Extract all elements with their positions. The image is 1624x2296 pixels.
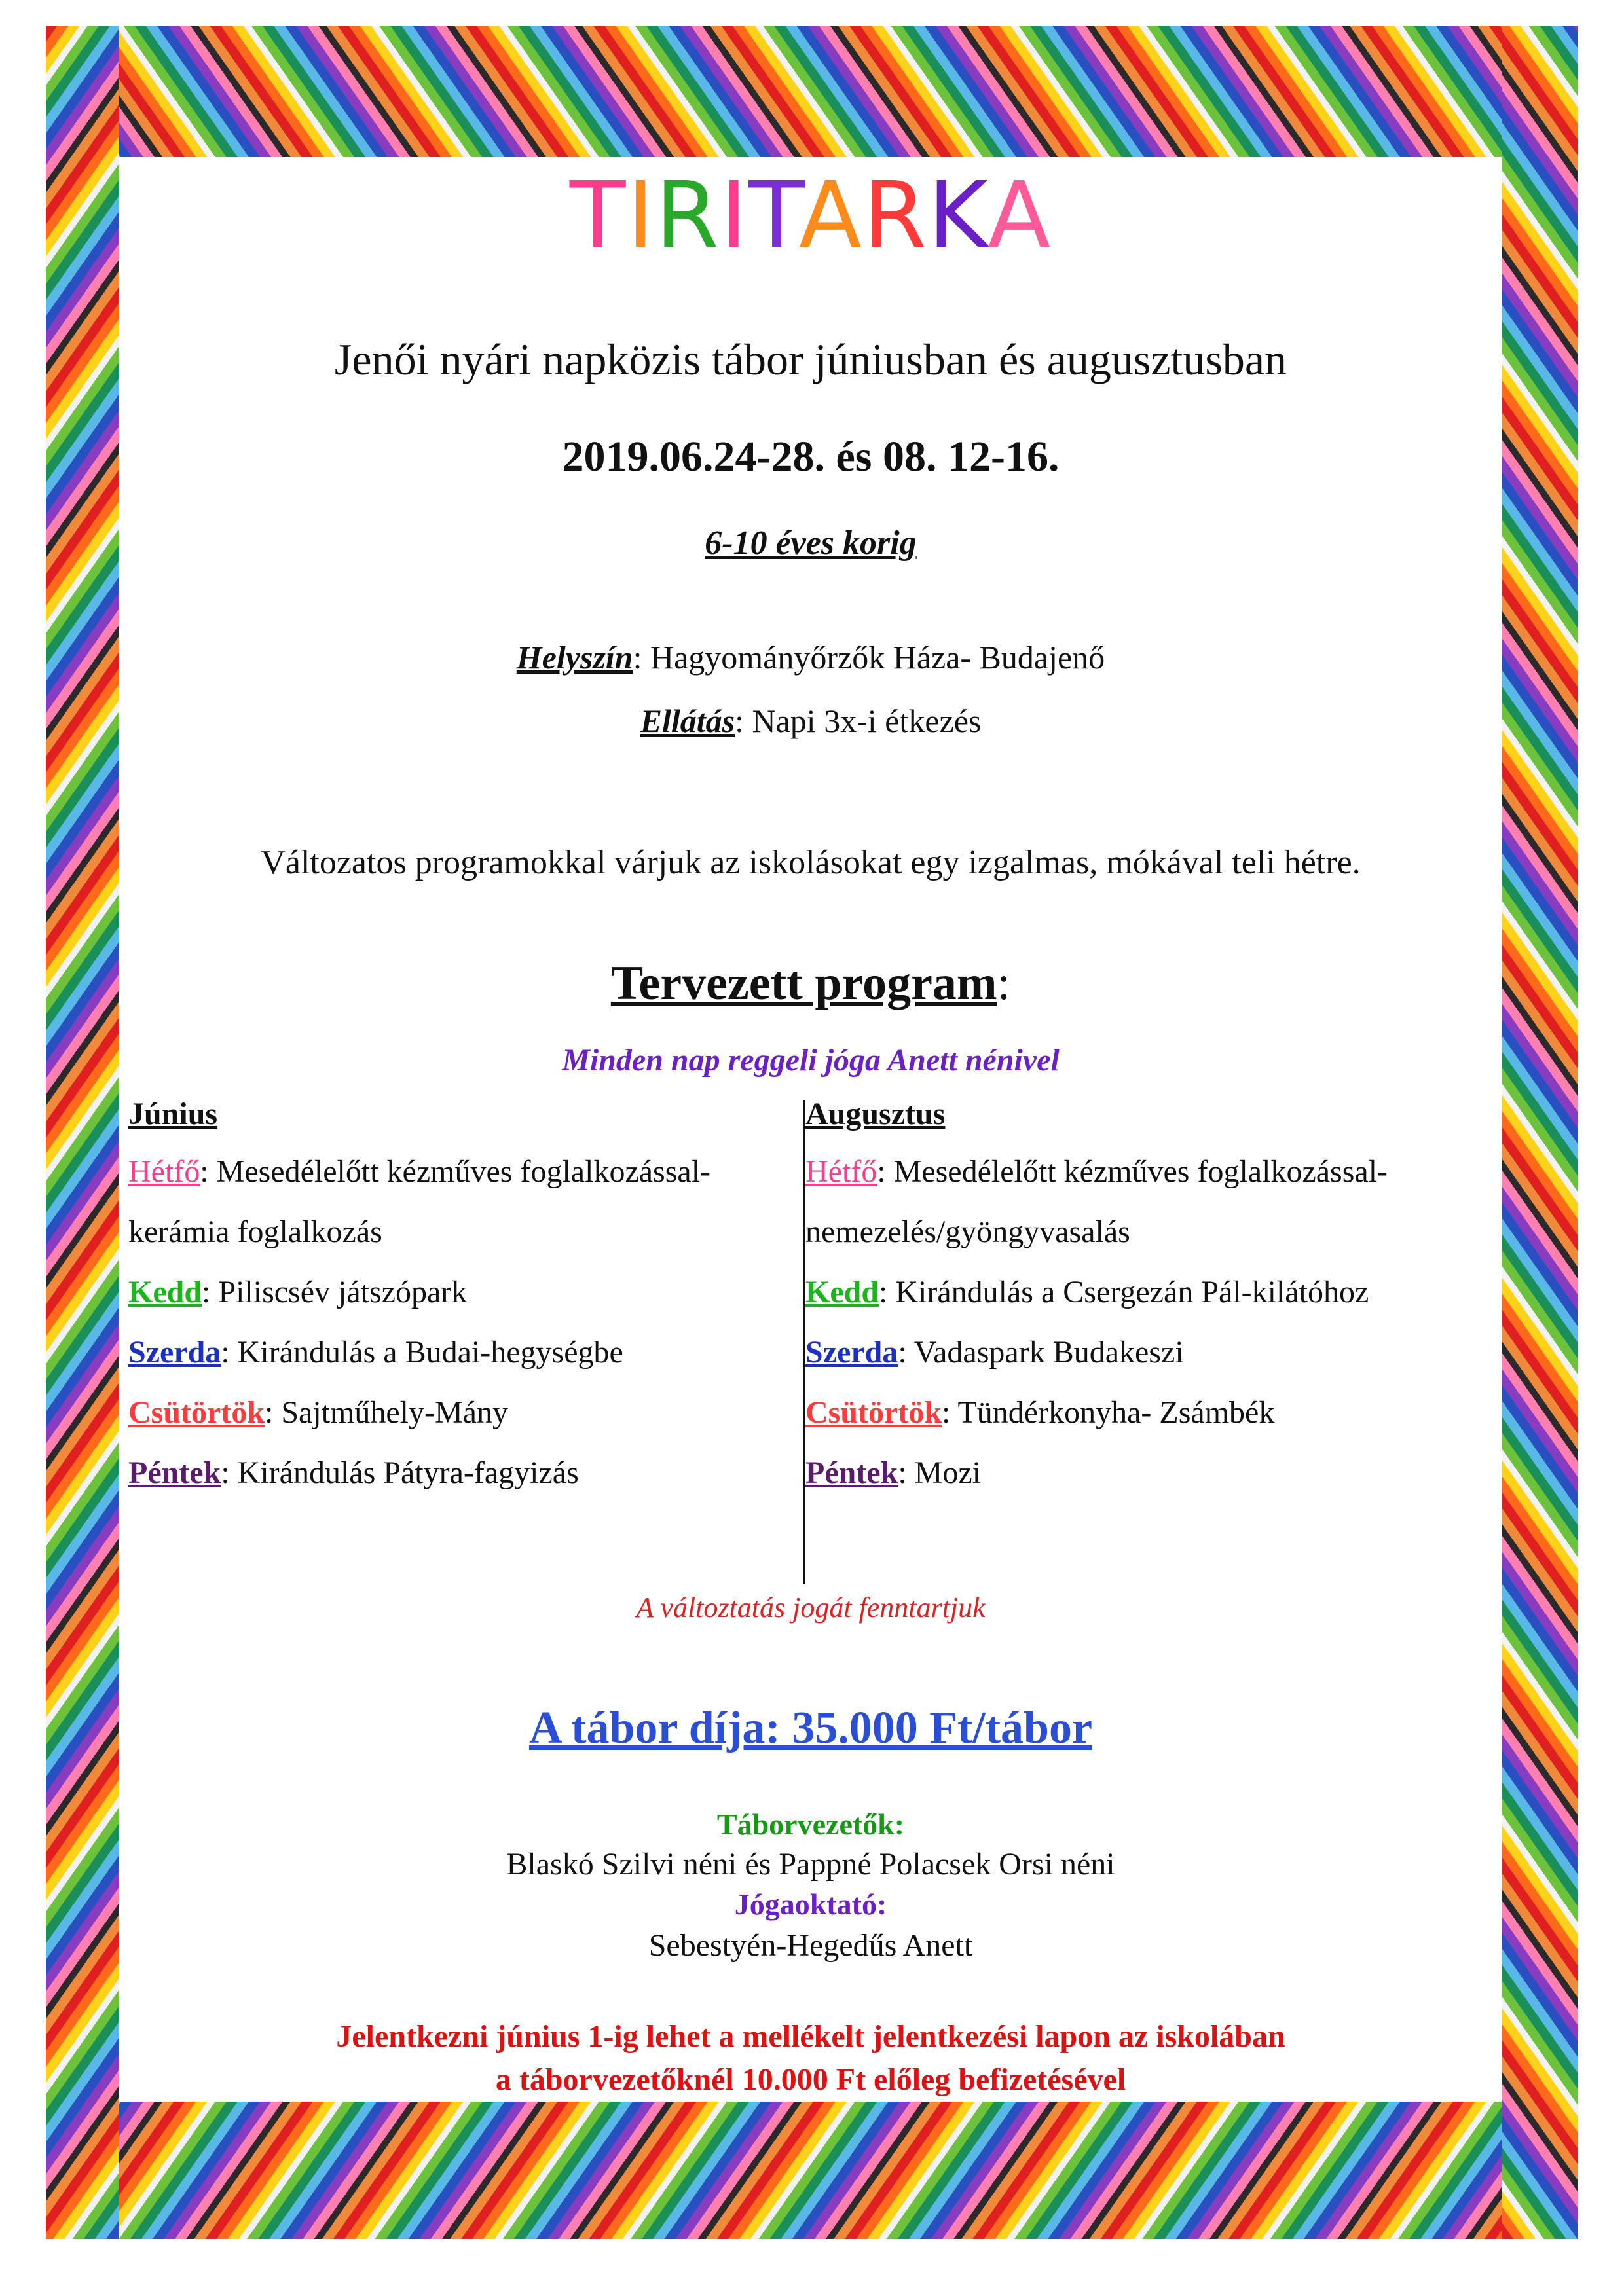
june-heading: Június: [128, 1097, 218, 1131]
day-label-tuesday: Kedd: [805, 1275, 879, 1309]
camp-dates: 2019.06.24-28. és 08. 12-16.: [562, 433, 1060, 481]
june-monday: [128, 1142, 783, 1202]
food-line: [119, 702, 1502, 740]
location-line: [119, 638, 1502, 676]
flyer-subtitle: Jenői nyári napközis tábor júniusban és augusztusban: [334, 335, 1287, 384]
day-label-friday: Péntek: [128, 1455, 221, 1490]
brand-letter: T: [569, 162, 627, 269]
august-thursday: [805, 1383, 1500, 1443]
yoga-instructor-name: Sebestyén-Hegedűs Anett: [648, 1928, 973, 1963]
location-value: : Hagyományőrzők Háza- Budajenő: [633, 639, 1105, 676]
program-heading: [119, 956, 1502, 1011]
brand-letter: R: [862, 162, 928, 269]
august-heading: Augusztus: [805, 1097, 946, 1131]
june-tuesday-text: : Piliscsév játszópark: [202, 1275, 468, 1309]
change-disclaimer: A változtatás jogát fenntartjuk: [636, 1592, 986, 1624]
august-friday-text: : Mozi: [898, 1455, 981, 1490]
august-tuesday: [805, 1262, 1500, 1322]
registration-line-2: a táborvezetőknél 10.000 Ft előleg befizetésével: [495, 2062, 1126, 2097]
leaders-names: Blaskó Szilvi néni és Pappné Polacsek Orsi néni: [506, 1847, 1115, 1882]
decorative-border-bottom: [46, 2102, 1578, 2239]
brand-letter: A: [987, 162, 1052, 269]
june-thursday: [128, 1383, 783, 1443]
brand-letter: I: [720, 162, 749, 269]
age-range: 6-10 éves korig: [705, 524, 917, 562]
brand-letter: R: [655, 162, 720, 269]
june-wednesday: [128, 1322, 783, 1383]
august-schedule: [805, 1087, 1500, 1503]
brand-letter: T: [748, 162, 799, 269]
august-monday-continuation: nemezelés/gyöngyvasalás: [805, 1214, 1130, 1249]
flyer-content: [119, 157, 1502, 2102]
program-title-colon: :: [997, 957, 1011, 1010]
june-tuesday: [128, 1262, 783, 1322]
program-title: Tervezett program: [610, 957, 997, 1010]
location-label: Helyszín: [516, 639, 633, 676]
food-label: Ellátás: [640, 702, 735, 739]
decorative-border-top: [46, 26, 1578, 157]
june-monday-text: : Mesedélelőtt kézműves foglalkozással-: [200, 1154, 711, 1189]
day-label-wednesday: Szerda: [128, 1335, 221, 1370]
yoga-instructor-label: Jógaoktató:: [734, 1887, 887, 1921]
august-wednesday-text: : Vadaspark Budakeszi: [898, 1335, 1184, 1370]
brand-title: [119, 162, 1502, 269]
column-divider: [803, 1100, 805, 1584]
camp-fee: A tábor díja: 35.000 Ft/tábor: [528, 1703, 1093, 1753]
august-wednesday: [805, 1322, 1500, 1383]
day-label-thursday: Csütörtök: [805, 1395, 942, 1430]
june-wednesday-text: : Kirándulás a Budai-hegységbe: [221, 1335, 623, 1370]
august-monday-text: : Mesedélelőtt kézműves foglalkozással-: [877, 1154, 1388, 1189]
august-monday: [805, 1142, 1500, 1202]
brand-letter: A: [798, 162, 863, 269]
day-label-tuesday: Kedd: [128, 1275, 202, 1309]
day-label-thursday: Csütörtök: [128, 1395, 265, 1430]
intro-text: Változatos programokkal várjuk az iskolásokat egy izgalmas, mókával teli hétre.: [261, 844, 1361, 881]
june-monday-continuation: kerámia foglalkozás: [128, 1214, 382, 1249]
june-friday: [128, 1443, 783, 1503]
june-thursday-text: : Sajtműhely-Mány: [265, 1395, 508, 1430]
june-friday-text: : Kirándulás Pátyra-fagyizás: [221, 1455, 579, 1490]
decorative-border-left: [46, 26, 119, 2239]
daily-yoga-note: Minden nap reggeli jóga Anett nénivel: [562, 1043, 1060, 1078]
registration-info: [119, 2015, 1502, 2102]
food-value: : Napi 3x-i étkezés: [735, 702, 982, 739]
august-friday: [805, 1443, 1500, 1503]
day-label-wednesday: Szerda: [805, 1335, 898, 1370]
decorative-border-right: [1502, 26, 1578, 2239]
day-label-monday: Hétfő: [128, 1154, 200, 1189]
day-label-monday: Hétfő: [805, 1154, 877, 1189]
registration-line-1: Jelentkezni június 1-ig lehet a mellékelt jelentkezési lapon az iskolában: [336, 2019, 1285, 2054]
june-schedule: [128, 1087, 783, 1503]
leaders-label: Táborvezetők:: [716, 1808, 905, 1841]
brand-letter: I: [627, 162, 655, 269]
day-label-friday: Péntek: [805, 1455, 898, 1490]
august-thursday-text: : Tündérkonyha- Zsámbék: [942, 1395, 1275, 1430]
august-tuesday-text: : Kirándulás a Csergezán Pál-kilátóhoz: [879, 1275, 1369, 1309]
brand-letter: K: [927, 162, 988, 269]
